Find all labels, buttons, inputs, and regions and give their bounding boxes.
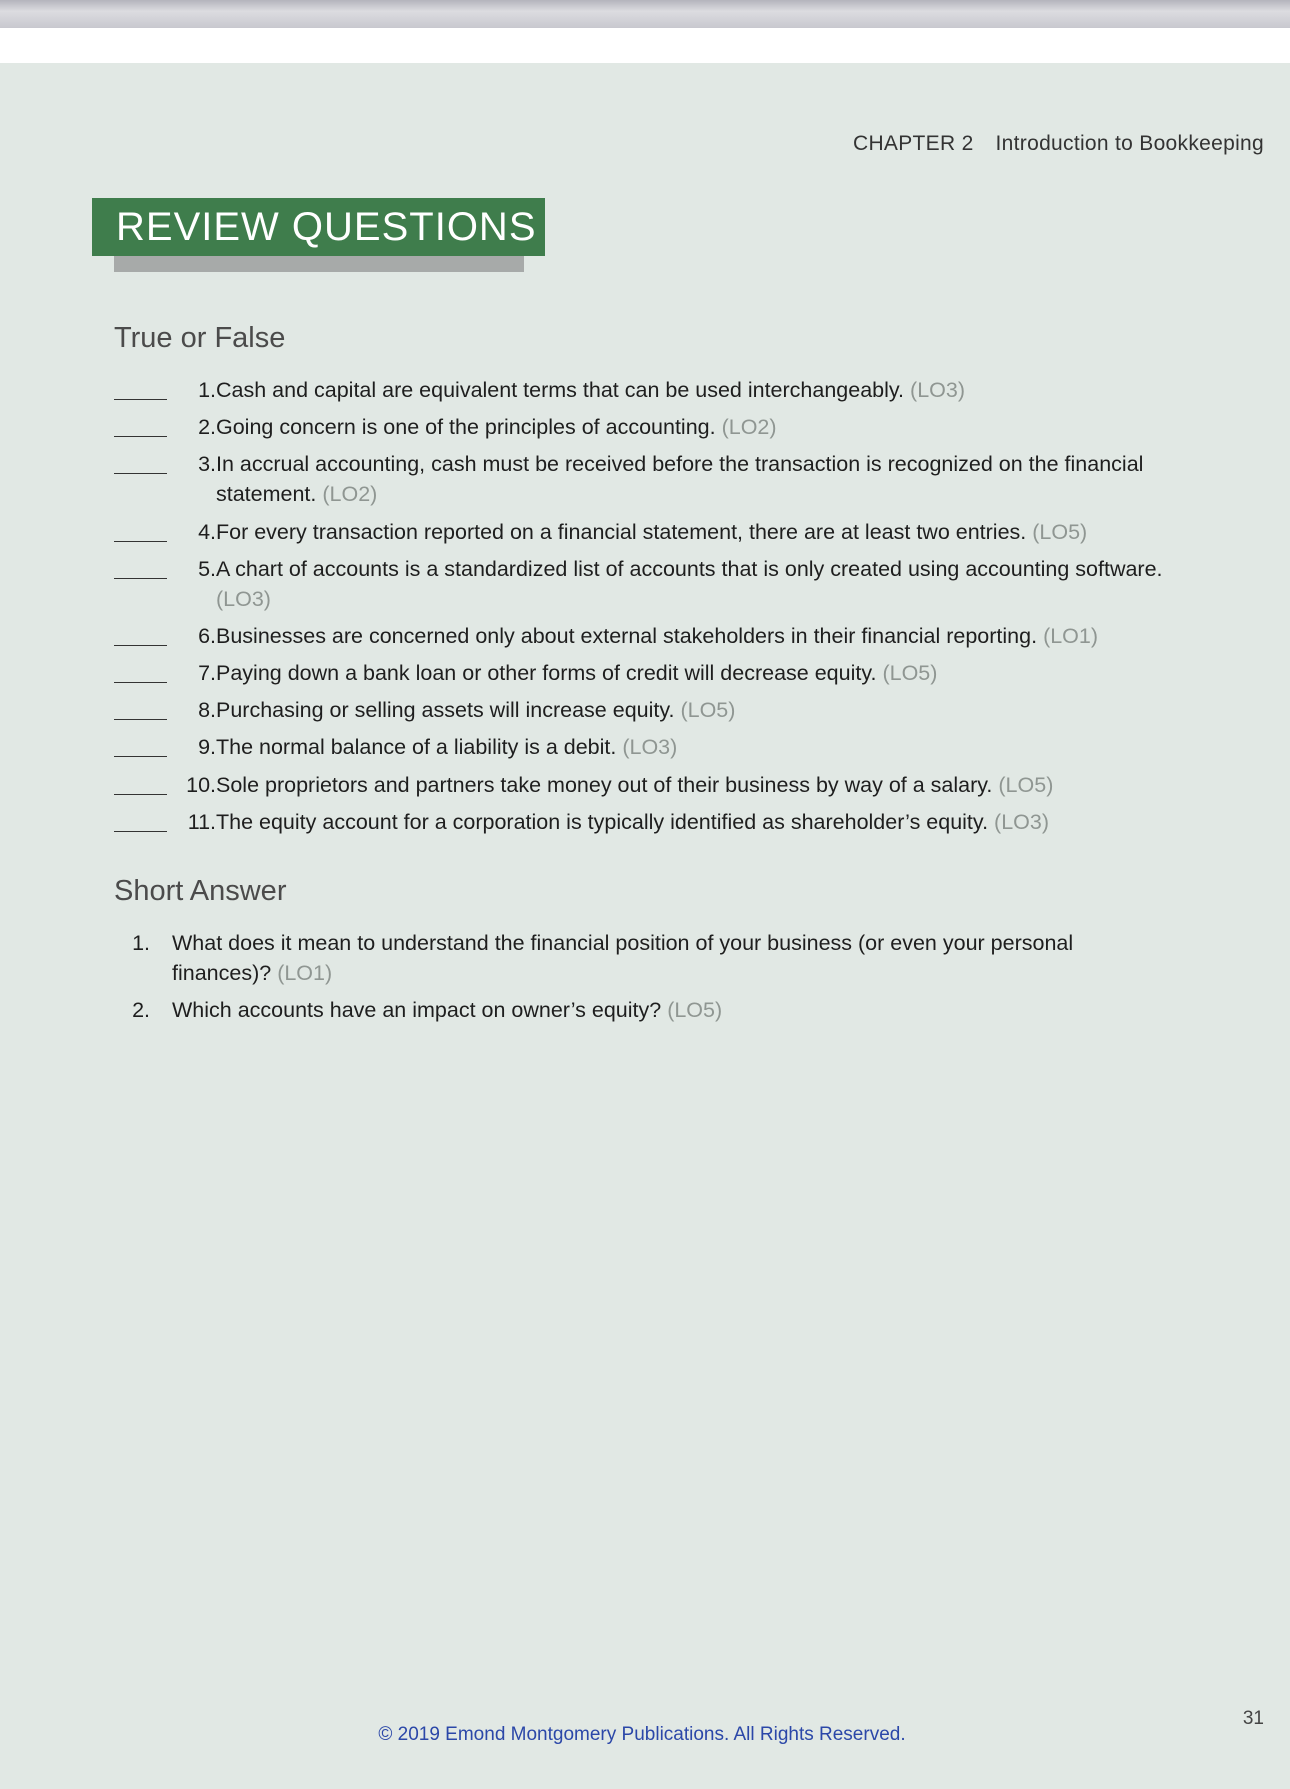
question-number: 9. <box>198 735 216 759</box>
answer-blank[interactable] <box>114 831 167 832</box>
learning-objective: (LO3) <box>622 735 678 759</box>
learning-objective: (LO5) <box>882 661 938 685</box>
question-text: Businesses are concerned only about external stakeholders in their financial reporting. <box>216 624 1038 648</box>
viewer-top-bar <box>0 0 1290 28</box>
answer-blank[interactable] <box>114 794 167 795</box>
question-text: What does it mean to understand the financial position of your business (or even your personal finances)? <box>172 931 1074 985</box>
question-text: Purchasing or selling assets will increase equity. <box>216 698 675 722</box>
question-text: Cash and capital are equivalent terms that can be used interchangeably. <box>216 378 905 402</box>
learning-objective: (LO3) <box>994 810 1049 834</box>
learning-objective: (LO2) <box>322 482 378 506</box>
question-number: 8. <box>198 698 216 722</box>
answer-blank[interactable] <box>114 541 167 542</box>
tf-question-9 <box>114 732 1194 762</box>
question-number: 6. <box>198 624 216 648</box>
tf-question-3 <box>114 449 1194 509</box>
sa-question-1 <box>114 928 1134 988</box>
sa-question-2 <box>114 995 1134 1025</box>
answer-blank[interactable] <box>114 682 167 683</box>
question-number: 2. <box>198 415 216 439</box>
tf-question-1 <box>114 375 1194 405</box>
banner-title: REVIEW QUESTIONS <box>116 205 537 249</box>
question-text: The normal balance of a liability is a debit. <box>216 735 617 759</box>
learning-objective: (LO5) <box>680 698 736 722</box>
question-text: The equity account for a corporation is typically identified as shareholder’s equity. <box>216 810 989 834</box>
tf-question-6 <box>114 621 1194 651</box>
tf-question-8 <box>114 695 1194 725</box>
question-number: 3. <box>198 452 216 476</box>
short-answer-heading: Short Answer <box>114 875 287 907</box>
learning-objective: (LO1) <box>277 961 333 985</box>
question-number: 4. <box>198 520 216 544</box>
true-false-heading: True or False <box>114 322 286 354</box>
learning-objective: (LO3) <box>910 378 965 402</box>
answer-blank[interactable] <box>114 719 167 720</box>
answer-blank[interactable] <box>114 645 167 646</box>
learning-objective: (LO5) <box>667 998 723 1022</box>
question-text: Which accounts have an impact on owner’s equity? <box>172 998 662 1022</box>
tf-question-5 <box>114 554 1194 614</box>
viewer-gap <box>0 28 1290 63</box>
question-text: In accrual accounting, cash must be received before the transaction is recognized on the financial statement. <box>216 452 1144 506</box>
learning-objective: (LO3) <box>216 587 271 611</box>
learning-objective: (LO2) <box>721 415 777 439</box>
answer-blank[interactable] <box>114 578 167 579</box>
page-number: 31 <box>1242 1708 1264 1729</box>
review-questions-banner <box>92 198 545 256</box>
answer-blank[interactable] <box>114 756 167 757</box>
tf-question-10 <box>114 770 1194 800</box>
question-number: 1. <box>198 378 216 402</box>
learning-objective: (LO5) <box>1032 520 1088 544</box>
answer-blank[interactable] <box>114 436 167 437</box>
question-text: Going concern is one of the principles of accounting. <box>216 415 716 439</box>
answer-blank[interactable] <box>114 399 167 400</box>
running-header <box>853 132 1264 156</box>
question-number: 2. <box>132 998 150 1022</box>
copyright-text: © 2019 Emond Montgomery Publications. All Rights Reserved. <box>378 1724 906 1745</box>
learning-objective: (LO5) <box>998 773 1054 797</box>
tf-question-4 <box>114 517 1194 547</box>
question-text: For every transaction reported on a financial statement, there are at least two entries. <box>216 520 1027 544</box>
tf-question-2 <box>114 412 1194 442</box>
question-text: A chart of accounts is a standardized list of accounts that is only created using accounting software. <box>216 557 1163 581</box>
question-number: 7. <box>198 661 216 685</box>
question-text: Paying down a bank loan or other forms of credit will decrease equity. <box>216 661 877 685</box>
copyright-footer <box>0 1724 1290 1746</box>
tf-question-11 <box>114 807 1194 837</box>
question-number: 5. <box>198 557 216 581</box>
answer-blank[interactable] <box>114 473 167 474</box>
question-number: 11. <box>187 810 216 834</box>
question-number: 1. <box>132 931 150 955</box>
tf-question-7 <box>114 658 1194 688</box>
learning-objective: (LO1) <box>1043 624 1099 648</box>
question-text: Sole proprietors and partners take money out of their business by way of a salary. <box>216 773 993 797</box>
question-number: 10. <box>186 773 216 797</box>
chapter-label: CHAPTER 2 <box>852 132 974 155</box>
chapter-title: Introduction to Bookkeeping <box>995 132 1264 155</box>
